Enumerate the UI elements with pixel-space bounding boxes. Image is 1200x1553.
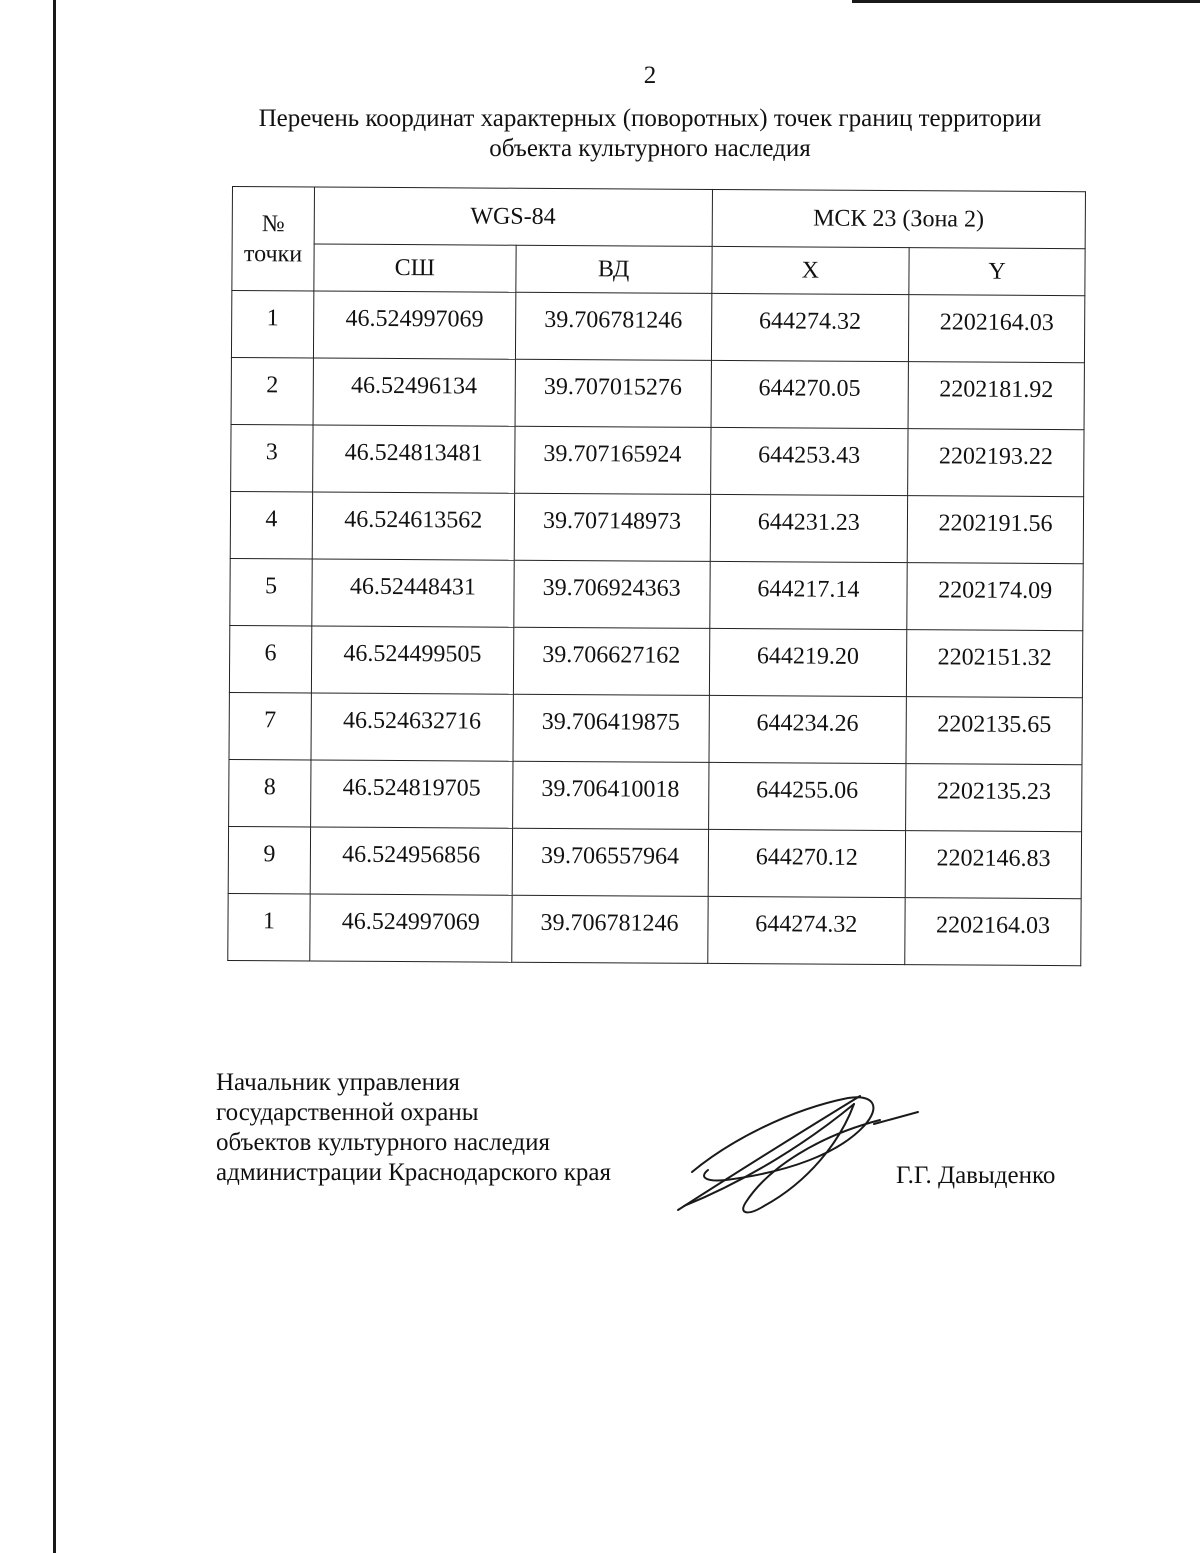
cell-latitude: 46.524632716 [311,693,513,761]
cell-x: 644253.43 [710,427,908,495]
table-row [230,491,1083,563]
signer-name: Г.Г. Давыденко [896,1162,1056,1189]
table-row [229,759,1082,831]
cell-latitude: 46.524997069 [310,894,512,962]
cell-x: 644231.23 [710,494,908,562]
header-latitude: СШ [314,244,516,292]
cell-longitude: 39.706781246 [511,895,707,963]
signer-position-line: Начальник управления [216,1069,460,1096]
cell-latitude: 46.524997069 [313,291,515,359]
header-x: X [711,246,909,294]
table-row [228,893,1081,965]
cell-longitude: 39.707148973 [514,493,710,561]
cell-x: 644274.32 [707,896,905,964]
cell-x: 644255.06 [708,762,906,830]
table-row [228,826,1081,898]
header-msk23: МСК 23 (Зона 2) [712,189,1086,248]
cell-y: 2202181.92 [908,362,1084,430]
cell-latitude: 46.524956856 [310,827,512,895]
table-row [229,692,1082,764]
cell-y: 2202193.22 [908,429,1084,497]
cell-longitude: 39.707165924 [514,426,710,494]
cell-latitude: 46.524819705 [311,760,513,828]
cell-x: 644217.14 [709,561,907,629]
document-title [200,104,1100,164]
header-point-number-label: № точки [243,210,303,267]
cell-latitude: 46.52448431 [312,559,514,627]
scan-edge-top [852,0,1200,3]
signer-position-line: администрации Краснодарского края [216,1159,612,1186]
cell-longitude: 39.706557964 [512,828,708,896]
cell-longitude: 39.706410018 [512,761,708,829]
page-number: 2 [643,62,657,89]
table-row [229,625,1082,697]
cell-y: 2202164.03 [909,295,1085,363]
cell-x: 644234.26 [708,695,906,763]
header-y: Y [909,248,1085,296]
cell-longitude: 39.706781246 [515,292,711,360]
table-row [231,424,1084,496]
cell-latitude: 46.524613562 [312,492,514,560]
handwritten-signature [668,1082,928,1222]
cell-x: 644270.05 [711,360,909,428]
scan-edge-left [53,0,56,1553]
table-row [231,357,1084,429]
cell-point-number: 7 [229,692,311,759]
cell-y: 2202174.09 [907,563,1083,631]
cell-latitude: 46.524813481 [313,425,515,493]
header-wgs84: WGS-84 [314,187,712,246]
cell-longitude: 39.706924363 [514,560,710,628]
title-line-1: Перечень координат характерных (поворотных) точек границ территории [258,105,1042,132]
signer-position [216,1068,611,1188]
cell-longitude: 39.706627162 [513,627,709,695]
cell-point-number: 3 [231,424,313,491]
title-line-2: объекта культурного наследия [489,135,811,162]
cell-y: 2202135.23 [906,764,1082,832]
table-row [230,558,1083,630]
signer-position-line: государственной охраны [216,1099,479,1126]
signer-position-line: объектов культурного наследия [216,1129,550,1156]
coordinates-table [227,186,1086,966]
cell-point-number: 2 [231,357,313,424]
cell-y: 2202135.65 [906,697,1082,765]
cell-point-number: 5 [230,558,312,625]
cell-x: 644270.12 [708,829,906,897]
cell-point-number: 1 [228,893,310,960]
cell-longitude: 39.706419875 [513,694,709,762]
cell-longitude: 39.707015276 [515,359,711,427]
cell-y: 2202151.32 [907,630,1083,698]
header-point-number [232,187,315,291]
cell-latitude: 46.52496134 [313,358,515,426]
table-row [231,291,1084,363]
cell-point-number: 6 [229,625,311,692]
cell-y: 2202191.56 [907,496,1083,564]
header-longitude: ВД [516,245,712,293]
cell-point-number: 9 [228,826,310,893]
cell-latitude: 46.524499505 [311,626,513,694]
cell-point-number: 8 [229,759,311,826]
cell-point-number: 4 [230,491,312,558]
cell-point-number: 1 [231,291,313,358]
cell-y: 2202164.03 [905,898,1081,966]
cell-x: 644274.32 [711,293,909,361]
cell-y: 2202146.83 [905,831,1081,899]
cell-x: 644219.20 [709,628,907,696]
